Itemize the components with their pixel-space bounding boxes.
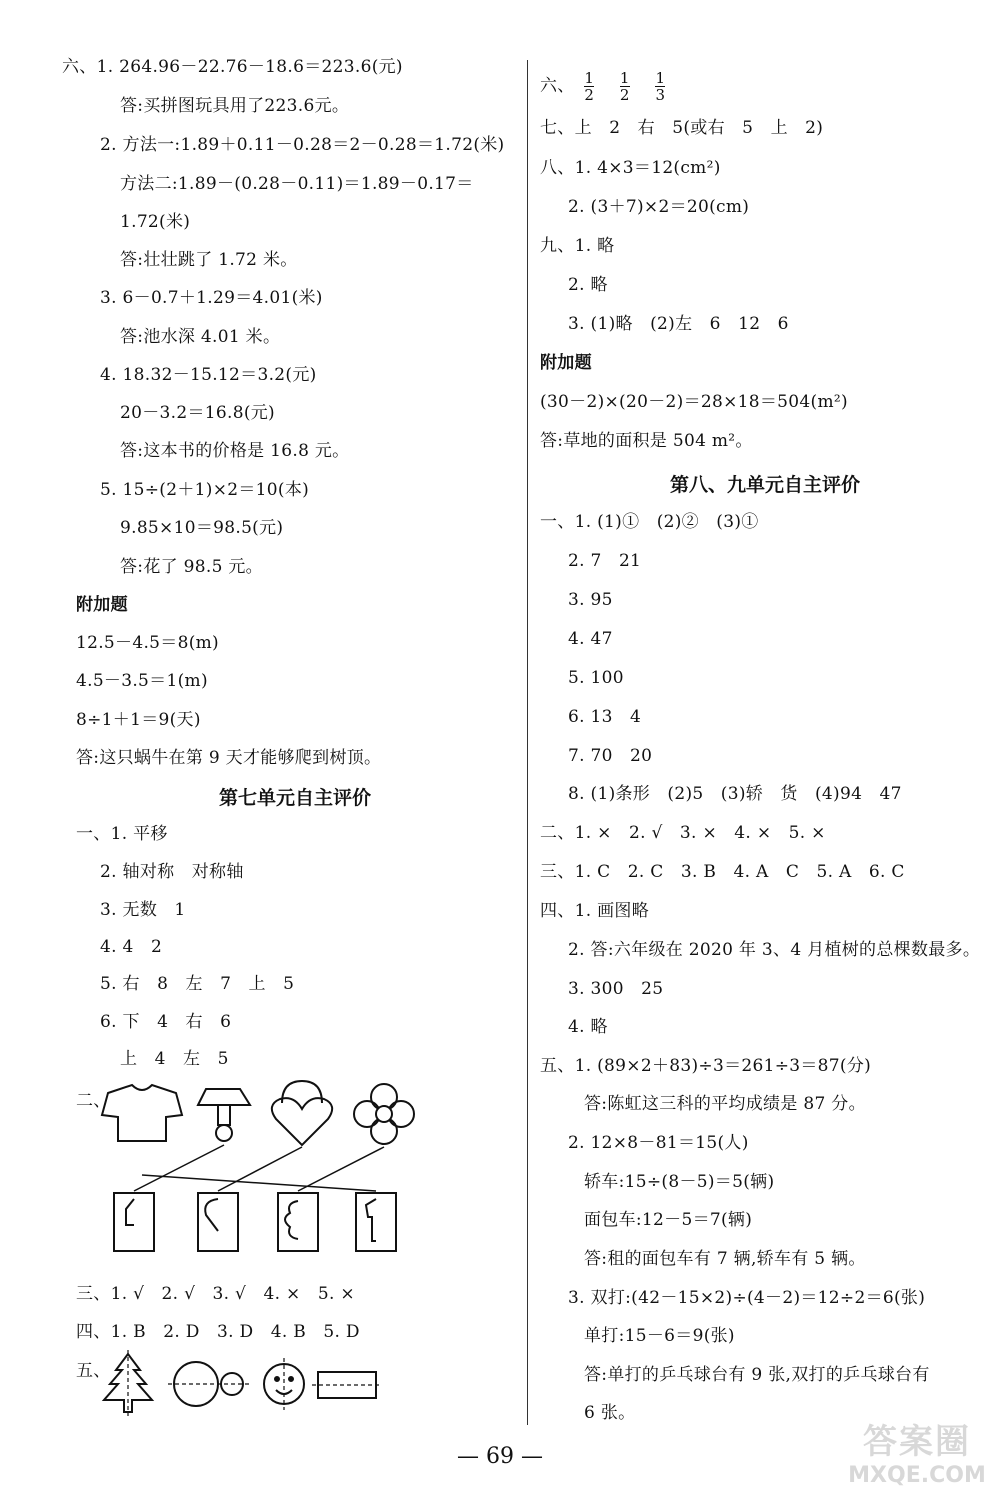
- u7-p1-1: 一、1. 平移: [76, 824, 168, 844]
- lamp-icon: [198, 1089, 250, 1141]
- u7-p1-6b: 上 4 左 5: [120, 1049, 229, 1069]
- half-flower-icon: [285, 1201, 298, 1239]
- half-heart-icon: [205, 1199, 218, 1231]
- fraction: [655, 70, 665, 103]
- smiley-face-icon: [264, 1358, 304, 1410]
- r-s9-1: 九、1. 略: [540, 236, 615, 256]
- u89-p1-4: 4. 47: [568, 629, 613, 649]
- r-s9-3: 3. (1)略 (2)左 6 12 6: [568, 314, 789, 334]
- u7-p1-4: 4. 4 2: [100, 937, 163, 957]
- l-s6-q3: 3. 6－0.7＋1.29＝4.01(米): [100, 288, 323, 308]
- u89-p4-4: 4. 略: [568, 1017, 608, 1037]
- rectangle-icon: [312, 1372, 382, 1398]
- u89-p1-6: 6. 13 4: [568, 707, 642, 727]
- two-circles-icon: [168, 1362, 250, 1406]
- u89-p5-3: 3. 双打:(42－15×2)÷(4－2)＝12÷2＝6(张): [568, 1288, 926, 1308]
- u7-p1-6a: 6. 下 4 右 6: [100, 1012, 232, 1032]
- page-number: — 69 —: [457, 1444, 543, 1469]
- u89-p5-1: 五、1. (89×2＋83)÷3＝261÷3＝87(分): [540, 1056, 872, 1076]
- r-s7: 七、上 2 右 5(或右 5 上 2): [540, 118, 824, 138]
- shirt-icon: [102, 1085, 182, 1141]
- l-s6-q2-m2a: 方法二:1.89－(0.28－0.11)＝1.89－0.17＝: [120, 174, 474, 194]
- l-s6-q5-eq1: 5. 15÷(2＋1)×2＝10(本): [100, 480, 310, 500]
- l-extra-l2: 4.5－3.5＝1(m): [76, 671, 208, 691]
- tree-icon: [104, 1354, 152, 1412]
- u89-p3: 三、1. C 2. C 3. B 4. A C 5. A 6. C: [540, 862, 905, 882]
- u89-p2: 二、1. × 2. √ 3. × 4. × 5. ×: [540, 823, 826, 843]
- half-lamp-icon: [126, 1199, 134, 1225]
- flower-icon: [354, 1084, 414, 1144]
- u89-p1-1: 一、1. (1)① (2)② (3)①: [540, 512, 759, 532]
- fraction: [584, 70, 594, 103]
- frac-den: 2: [619, 86, 630, 104]
- l-extra-l1: 12.5－4.5＝8(m): [76, 633, 219, 653]
- frac-num: 1: [655, 69, 666, 87]
- l-s6-q4-eq1: 4. 18.32－15.12＝3.2(元): [100, 365, 317, 385]
- u89-p5-2a: 轿车:15÷(8－5)＝5(辆): [584, 1172, 775, 1192]
- u7-p1-3: 3. 无数 1: [100, 900, 186, 920]
- l-extra-l3: 8÷1＋1＝9(天): [76, 710, 201, 730]
- half-shirt-icon: [366, 1199, 376, 1241]
- u89-p1-5: 5. 100: [568, 668, 624, 688]
- u7-p2-label: 二、: [76, 1091, 111, 1111]
- r-extra-ans: 答:草地的面积是 504 m²。: [540, 431, 753, 451]
- u89-p4-3: 3. 300 25: [568, 979, 664, 999]
- u89-p5-1ans: 答:陈虹这三科的平均成绩是 87 分。: [584, 1094, 866, 1114]
- watermark-line1: 答案圈: [863, 1422, 971, 1462]
- r-extra-heading: 附加题: [540, 353, 592, 373]
- watermark-logo: [842, 1414, 992, 1492]
- l-extra-ans: 答:这只蜗牛在第 9 天才能够爬到树顶。: [76, 748, 382, 768]
- u7-p5-label: 五、: [76, 1361, 111, 1381]
- r-s6-label: 六、: [540, 76, 575, 96]
- u89-p5-3ans2: 6 张。: [584, 1403, 636, 1423]
- l-s6-q4-ans: 答:这本书的价格是 16.8 元。: [120, 441, 350, 461]
- l-s6-q2-ans: 答:壮壮跳了 1.72 米。: [120, 250, 298, 270]
- watermark-line2: MXQE.COM: [848, 1463, 986, 1488]
- l-s6-q2-m2b: 1.72(米): [120, 212, 191, 232]
- unit89-title: 第八、九单元自主评价: [669, 474, 860, 496]
- l-s6-q5-eq2: 9.85×10＝98.5(元): [120, 518, 284, 538]
- u89-p5-2ans: 答:租的面包车有 7 辆,轿车有 5 辆。: [584, 1249, 866, 1269]
- symmetry-figures: [100, 1350, 400, 1420]
- l-s6-q1: 六、1. 264.96－22.76－18.6＝223.6(元): [62, 57, 403, 77]
- r-s8-1: 八、1. 4×3＝12(cm²): [540, 158, 721, 178]
- matching-figure: [90, 1075, 510, 1255]
- l-extra-heading: 附加题: [76, 595, 128, 615]
- l-s6-q1-ans: 答:买拼图玩具用了223.6元。: [120, 96, 350, 116]
- frac-num: 1: [584, 69, 595, 87]
- r-extra-eq: (30－2)×(20－2)＝28×18＝504(m²): [540, 392, 848, 412]
- u89-p1-7: 7. 70 20: [568, 746, 653, 766]
- u7-p1-5: 5. 右 8 左 7 上 5: [100, 974, 295, 994]
- l-s6-q3-ans: 答:池水深 4.01 米。: [120, 327, 281, 347]
- u89-p1-2: 2. 7 21: [568, 551, 642, 571]
- l-s6-q5-ans: 答:花了 98.5 元。: [120, 557, 263, 577]
- u89-p5-2: 2. 12×8－81＝15(人): [568, 1133, 749, 1153]
- u89-p5-3a: 单打:15－6＝9(张): [584, 1326, 735, 1346]
- heart-lock-icon: [272, 1081, 332, 1145]
- r-s8-2: 2. (3＋7)×2＝20(cm): [568, 197, 750, 217]
- u7-p3: 三、1. √ 2. √ 3. √ 4. × 5. ×: [76, 1284, 355, 1304]
- frac-num: 1: [619, 69, 630, 87]
- u89-p1-8: 8. (1)条形 (2)5 (3)轿 货 (4)94 47: [568, 784, 902, 804]
- frac-den: 3: [655, 86, 666, 104]
- u89-p1-3: 3. 95: [568, 590, 613, 610]
- r-s9-2: 2. 略: [568, 275, 608, 295]
- u89-p4-1: 四、1. 画图略: [540, 901, 650, 921]
- u89-p5-2b: 面包车:12－5＝7(辆): [584, 1210, 753, 1230]
- l-s6-q4-eq2: 20－3.2＝16.8(元): [120, 403, 275, 423]
- unit7-title: 第七单元自主评价: [218, 787, 371, 809]
- u89-p4-2: 2. 答:六年级在 2020 年 3、4 月植树的总棵数最多。: [568, 940, 981, 960]
- u7-p1-2: 2. 轴对称 对称轴: [100, 862, 244, 882]
- u89-p5-3ans1: 答:单打的乒乓球台有 9 张,双打的乒乓球台有: [584, 1365, 930, 1385]
- l-s6-q2-m1: 2. 方法一:1.89＋0.11－0.28＝2－0.28＝1.72(米): [100, 135, 505, 155]
- r-s6: [540, 70, 681, 103]
- fraction: [620, 70, 630, 103]
- u7-p4: 四、1. B 2. D 3. D 4. B 5. D: [76, 1322, 360, 1342]
- frac-den: 2: [584, 86, 595, 104]
- column-divider: [527, 60, 528, 1425]
